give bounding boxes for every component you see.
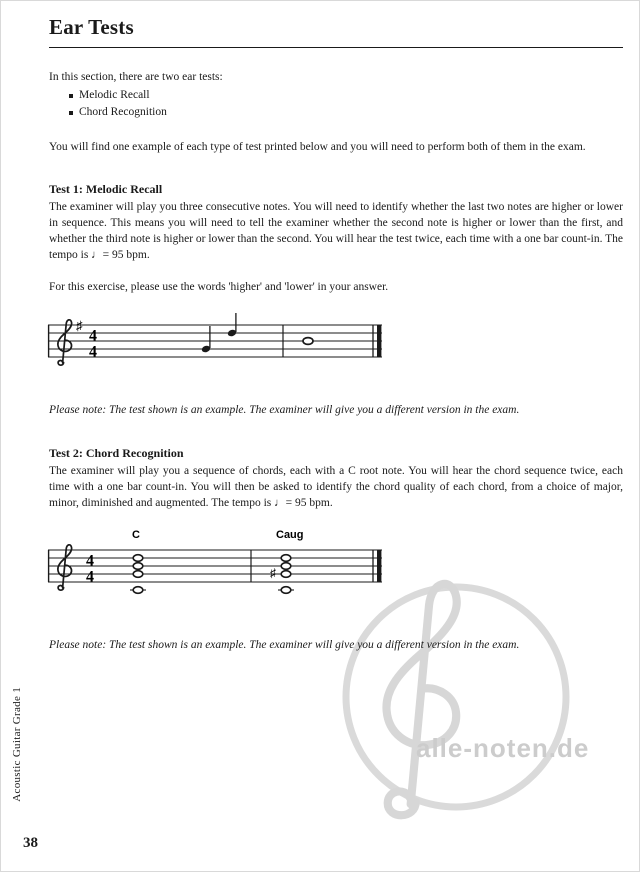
test2-body: The examiner will play you a sequence of chords, each with a C root note. You will hear the chord sequence twice, each time with a one bar count-in. You will then be asked to identify the chord quality of each chord, from a choice of major, minor, diminished and augmented. The tempo is ♩= 95 bpm. <box>49 465 623 510</box>
list-item-label: Chord Recognition <box>79 106 167 119</box>
page-title: Ear Tests <box>49 15 134 39</box>
notation-example-2 <box>46 528 623 617</box>
notation-staff-1 <box>46 311 386 377</box>
list-item <box>69 87 623 104</box>
list-item-label: Melodic Recall <box>79 89 150 102</box>
list-item <box>69 104 623 121</box>
time-signature <box>89 328 97 361</box>
notation-example-1 <box>46 311 623 382</box>
intro-summary: You will find one example of each type of test printed below and you will need to perform both of them in the exam. <box>49 140 586 153</box>
spine-label: Acoustic Guitar Grade 1 <box>11 687 23 802</box>
svg-text:4: 4 <box>86 552 94 570</box>
test2-note: Please note: The test shown is an example. The examiner will give you a different version in the exam. <box>49 638 520 651</box>
bullet-icon <box>69 111 73 115</box>
notation-staff-2 <box>46 528 386 612</box>
chord-label-c: C <box>132 528 140 541</box>
svg-text:4: 4 <box>89 343 97 361</box>
svg-text:4: 4 <box>86 568 94 586</box>
quarter-note <box>201 326 211 353</box>
time-signature <box>86 552 94 585</box>
test1-note: Please note: The test shown is an example. The examiner will give you a different version in the exam. <box>49 404 520 417</box>
staff-lines <box>48 550 382 582</box>
svg-text:4: 4 <box>89 327 97 345</box>
staff-lines <box>48 325 382 357</box>
chord-label-caug: Caug <box>276 528 304 541</box>
sharp-icon: ♯ <box>270 565 276 580</box>
test1-instruction: For this exercise, please use the words 'higher' and 'lower' in your answer. <box>49 281 389 294</box>
chord-caug-whole-notes <box>270 554 294 593</box>
page-number: 38 <box>23 835 38 851</box>
treble-clef-icon <box>58 320 72 365</box>
sharp-icon: ♯ <box>76 318 83 334</box>
ear-test-list <box>69 87 623 122</box>
whole-note <box>303 338 313 345</box>
treble-clef-icon <box>58 544 72 589</box>
watermark-text: alle-noten.de <box>416 733 590 763</box>
bullet-icon <box>69 94 73 98</box>
test2-heading: Test 2: Chord Recognition <box>49 446 184 461</box>
test1-body: The examiner will play you three consecutive notes. You will need to identify whether the last two notes are higher or lower in sequence. This means you will need to tell the examiner whether the second note is higher or lower than the first, and whether the third note is higher or lower than the second. You will hear the test twice, each time with a one bar count-in. The tempo is ♩= 95 bpm. <box>49 200 623 261</box>
intro-lead: In this section, there are two ear tests: <box>49 71 223 83</box>
title-rule <box>49 47 623 48</box>
test1-heading: Test 1: Melodic Recall <box>49 181 163 196</box>
